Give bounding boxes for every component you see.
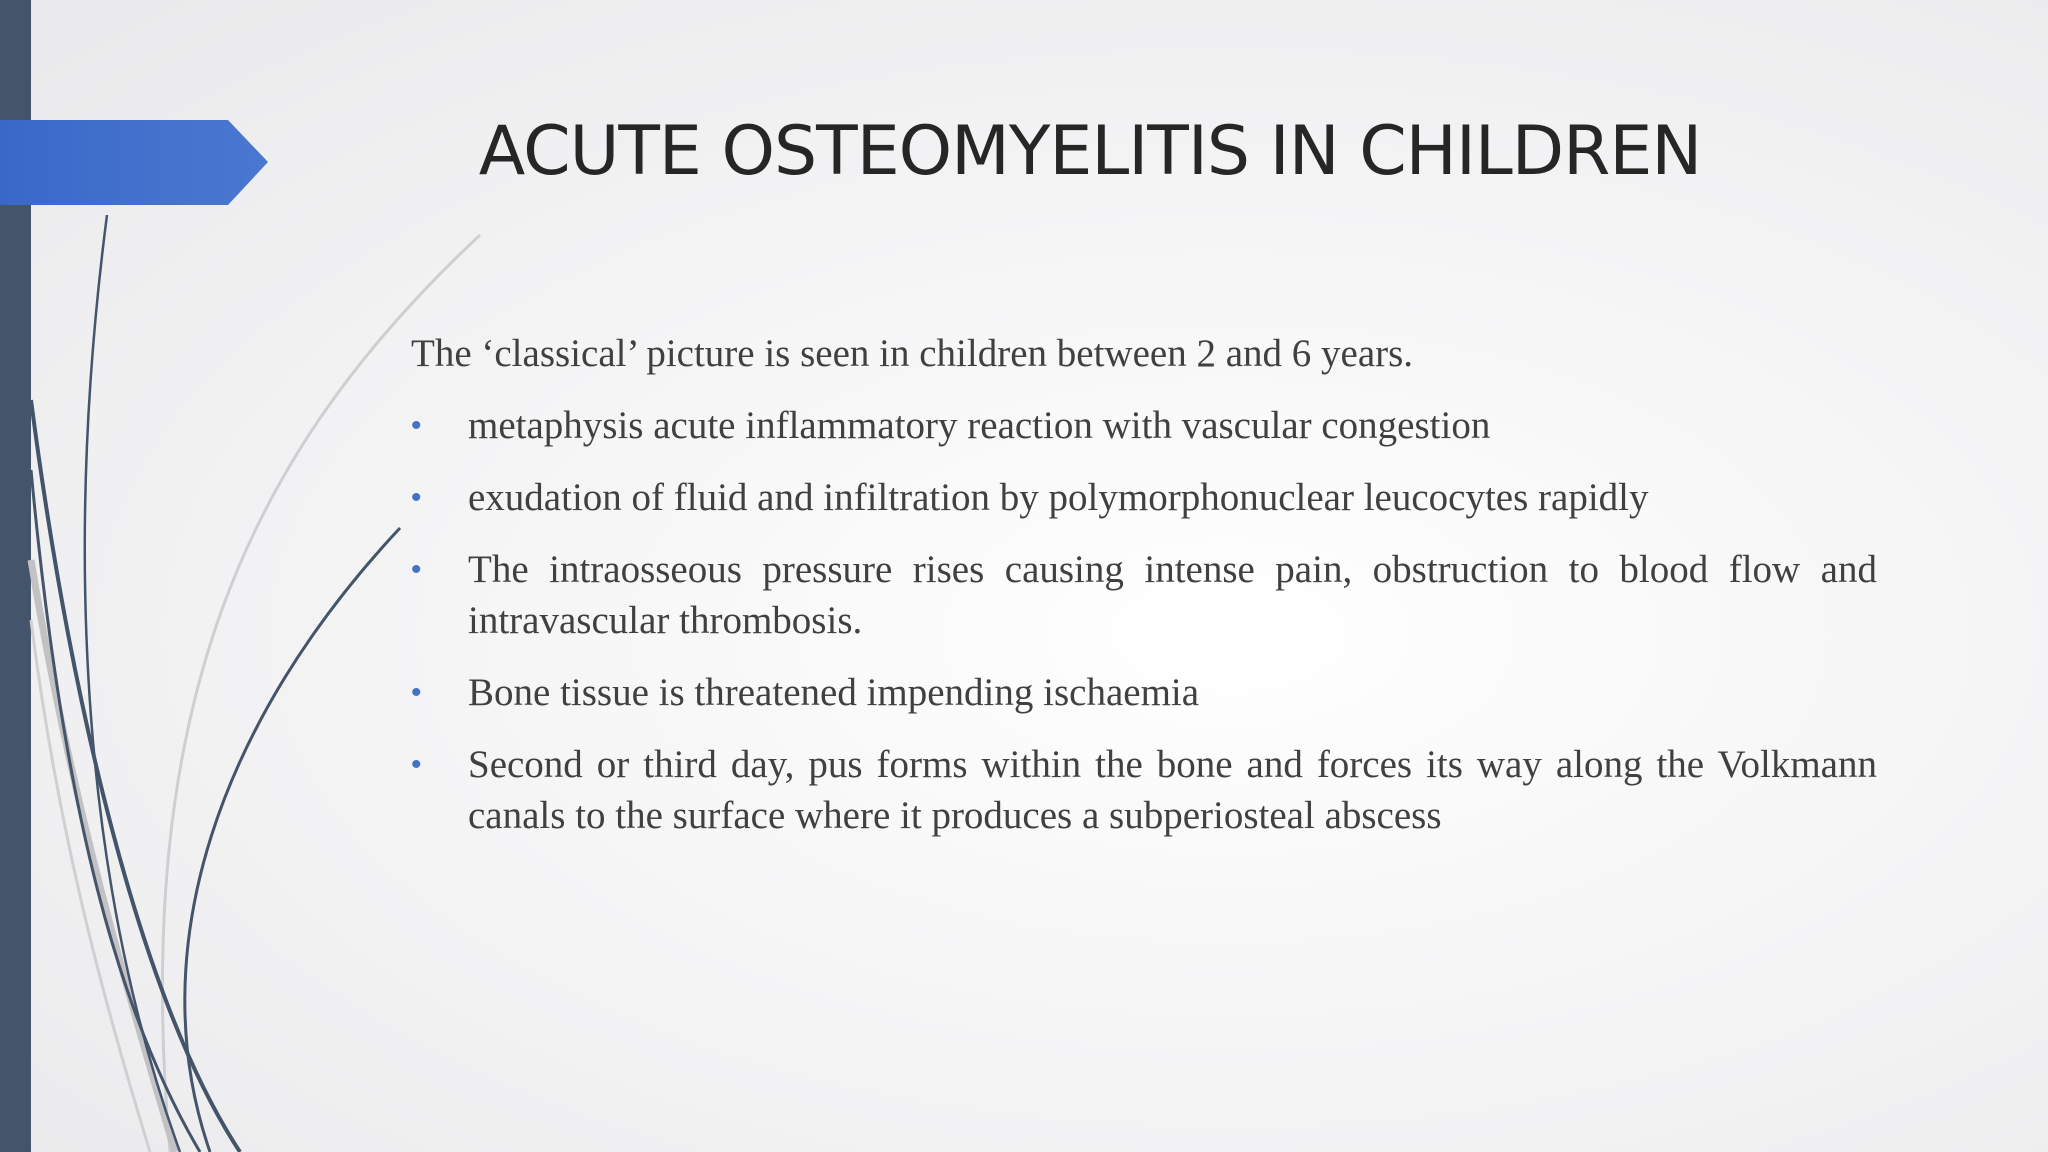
list-item: [411, 472, 1877, 523]
bullet-dot-icon: •: [411, 748, 422, 781]
bullet-text: The intraosseous pressure rises causing intense pain, obstruction to blood flow and intravascular thrombosis.: [468, 548, 1877, 642]
bullet-text: Bone tissue is threatened impending ischaemia: [468, 671, 1200, 714]
slide-content: [411, 328, 1877, 862]
bullet-text: Second or third day, pus forms within the bone and forces its way along the Volkmann canals to the surface where it produces a subperiosteal abscess: [468, 743, 1877, 837]
list-item: [411, 400, 1877, 451]
list-item: [411, 739, 1877, 841]
dark-curve-2: [31, 400, 240, 1152]
bullet-dot-icon: •: [411, 409, 422, 442]
bullet-list: [411, 400, 1877, 841]
bullet-dot-icon: •: [411, 676, 422, 709]
bullet-text: metaphysis acute inflammatory reaction with vascular congestion: [468, 404, 1491, 447]
bullet-dot-icon: •: [411, 481, 422, 514]
intro-text: The ‘classical’ picture is seen in children between 2 and 6 years.: [411, 332, 1414, 375]
bullet-text: exudation of fluid and infiltration by polymorphonuclear leucocytes rapidly: [468, 476, 1649, 519]
bullet-dot-icon: •: [411, 553, 422, 586]
list-item: [411, 544, 1877, 646]
list-item: [411, 667, 1877, 718]
title-arrow-banner: [0, 120, 268, 205]
slide-title: ACUTE OSTEOMYELITIS IN CHILDREN: [478, 112, 1702, 191]
